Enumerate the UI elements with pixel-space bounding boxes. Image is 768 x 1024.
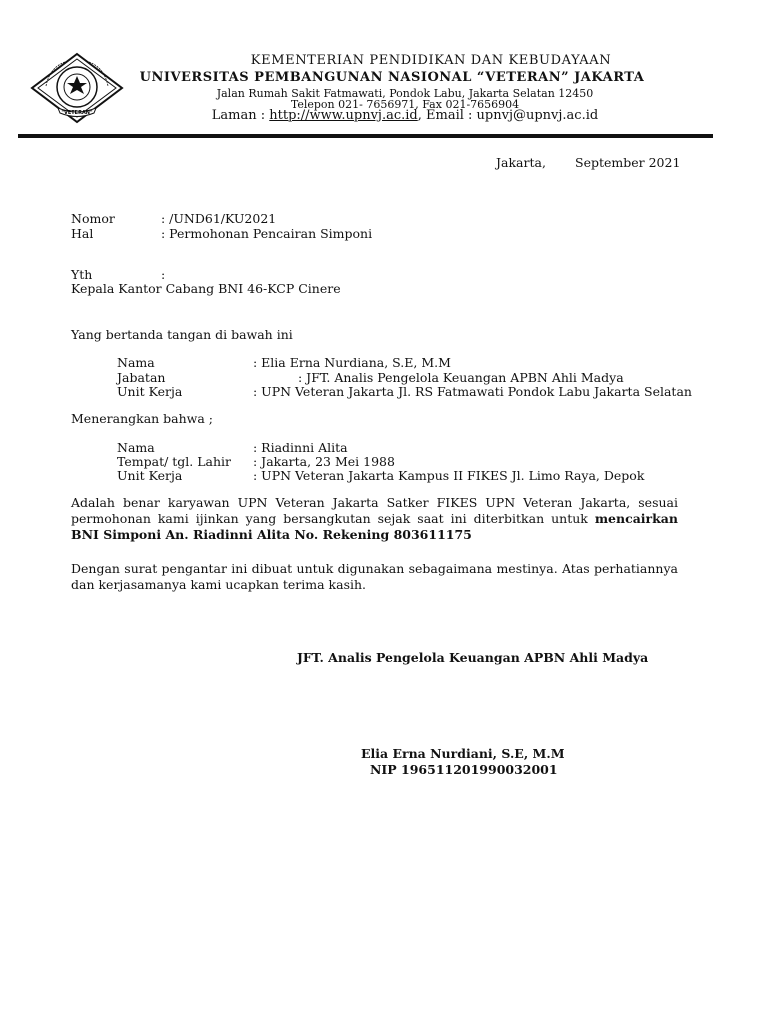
paragraph-closing: Dengan surat pengantar ini dibuat untuk digunakan sebagaimana mestinya. Atas perhatiannya dan kerjasamanya kami ucapkan terima kasih.	[71, 561, 678, 592]
subject-ttl-value: : Jakarta, 23 Mei 1988	[253, 454, 395, 469]
email-text: , Email : upnvj@upnvj.ac.id	[417, 108, 599, 123]
signer-jabatan-label: Jabatan	[117, 370, 166, 385]
hal-value: : Permohonan Pencairan Simponi	[161, 226, 373, 241]
letterhead-divider	[18, 134, 713, 138]
letter-date: September 2021	[575, 155, 681, 170]
header-phone: Telepon 021- 7656971, Fax 021-7656904	[290, 98, 520, 111]
subject-unit-label: Unit Kerja	[117, 468, 183, 483]
paragraph-statement-bold: mencairkan BNI Simponi An. Riadinni Alita No. Rekening 803611175	[71, 511, 678, 542]
paragraph-statement	[71, 495, 678, 543]
signer-unit-value: : UPN Veteran Jakarta Jl. RS Fatmawati Pondok Labu Jakarta Selatan	[253, 384, 692, 399]
yth-label: Yth	[71, 267, 93, 282]
subject-unit-value: : UPN Veteran Jakarta Kampus II FIKES Jl. Limo Raya, Depok	[253, 468, 645, 483]
signer-nama-value: : Elia Erna Nurdiana, S.E, M.M	[253, 355, 451, 370]
header-address: Jalan Rumah Sakit Fatmawati, Pondok Labu, Jakarta Selatan 12450	[216, 87, 594, 100]
header-university: UNIVERSITAS PEMBANGUNAN NASIONAL “VETERAN” JAKARTA	[139, 70, 645, 85]
recipient: Kepala Kantor Cabang BNI 46-KCP Cinere	[71, 281, 341, 296]
subject-nama-value: : Riadinni Alita	[253, 440, 348, 455]
subject-ttl-label: Tempat/ tgl. Lahir	[117, 454, 232, 469]
nomor-label: Nomor	[71, 211, 115, 226]
signature-name: Elia Erna Nurdiani, S.E, M.M	[361, 746, 565, 761]
paragraph-statement-normal: Adalah benar karyawan UPN Veteran Jakarta Satker FIKES UPN Veteran Jakarta, sesuai permohonan kami ijinkan yang bersangkutan sejak saat ini diterbitkan untuk	[71, 495, 678, 526]
letter-city: Jakarta,	[496, 155, 546, 170]
header-laman	[0, 108, 768, 123]
nomor-value: : /UND61/KU2021	[161, 211, 277, 226]
header-ministry: KEMENTERIAN PENDIDIKAN DAN KEBUDAYAAN	[250, 53, 612, 68]
signature-position: JFT. Analis Pengelola Keuangan APBN Ahli Madya	[297, 650, 649, 665]
yth-colon: :	[161, 267, 166, 282]
svg-text:"VETERAN": "VETERAN"	[61, 110, 93, 116]
website-link[interactable]: http://www.upnvj.ac.id	[269, 108, 418, 123]
signer-nama-label: Nama	[117, 355, 155, 370]
intro-text: Yang bertanda tangan di bawah ini	[71, 327, 293, 342]
laman-label: Laman :	[211, 108, 270, 123]
menerangkan-text: Menerangkan bahwa ;	[71, 411, 214, 426]
signature-nip: NIP 196511201990032001	[370, 762, 558, 777]
hal-label: Hal	[71, 226, 94, 241]
signer-jabatan-value: : JFT. Analis Pengelola Keuangan APBN Ahli Madya	[298, 370, 624, 385]
signer-unit-label: Unit Kerja	[117, 384, 183, 399]
subject-nama-label: Nama	[117, 440, 155, 455]
